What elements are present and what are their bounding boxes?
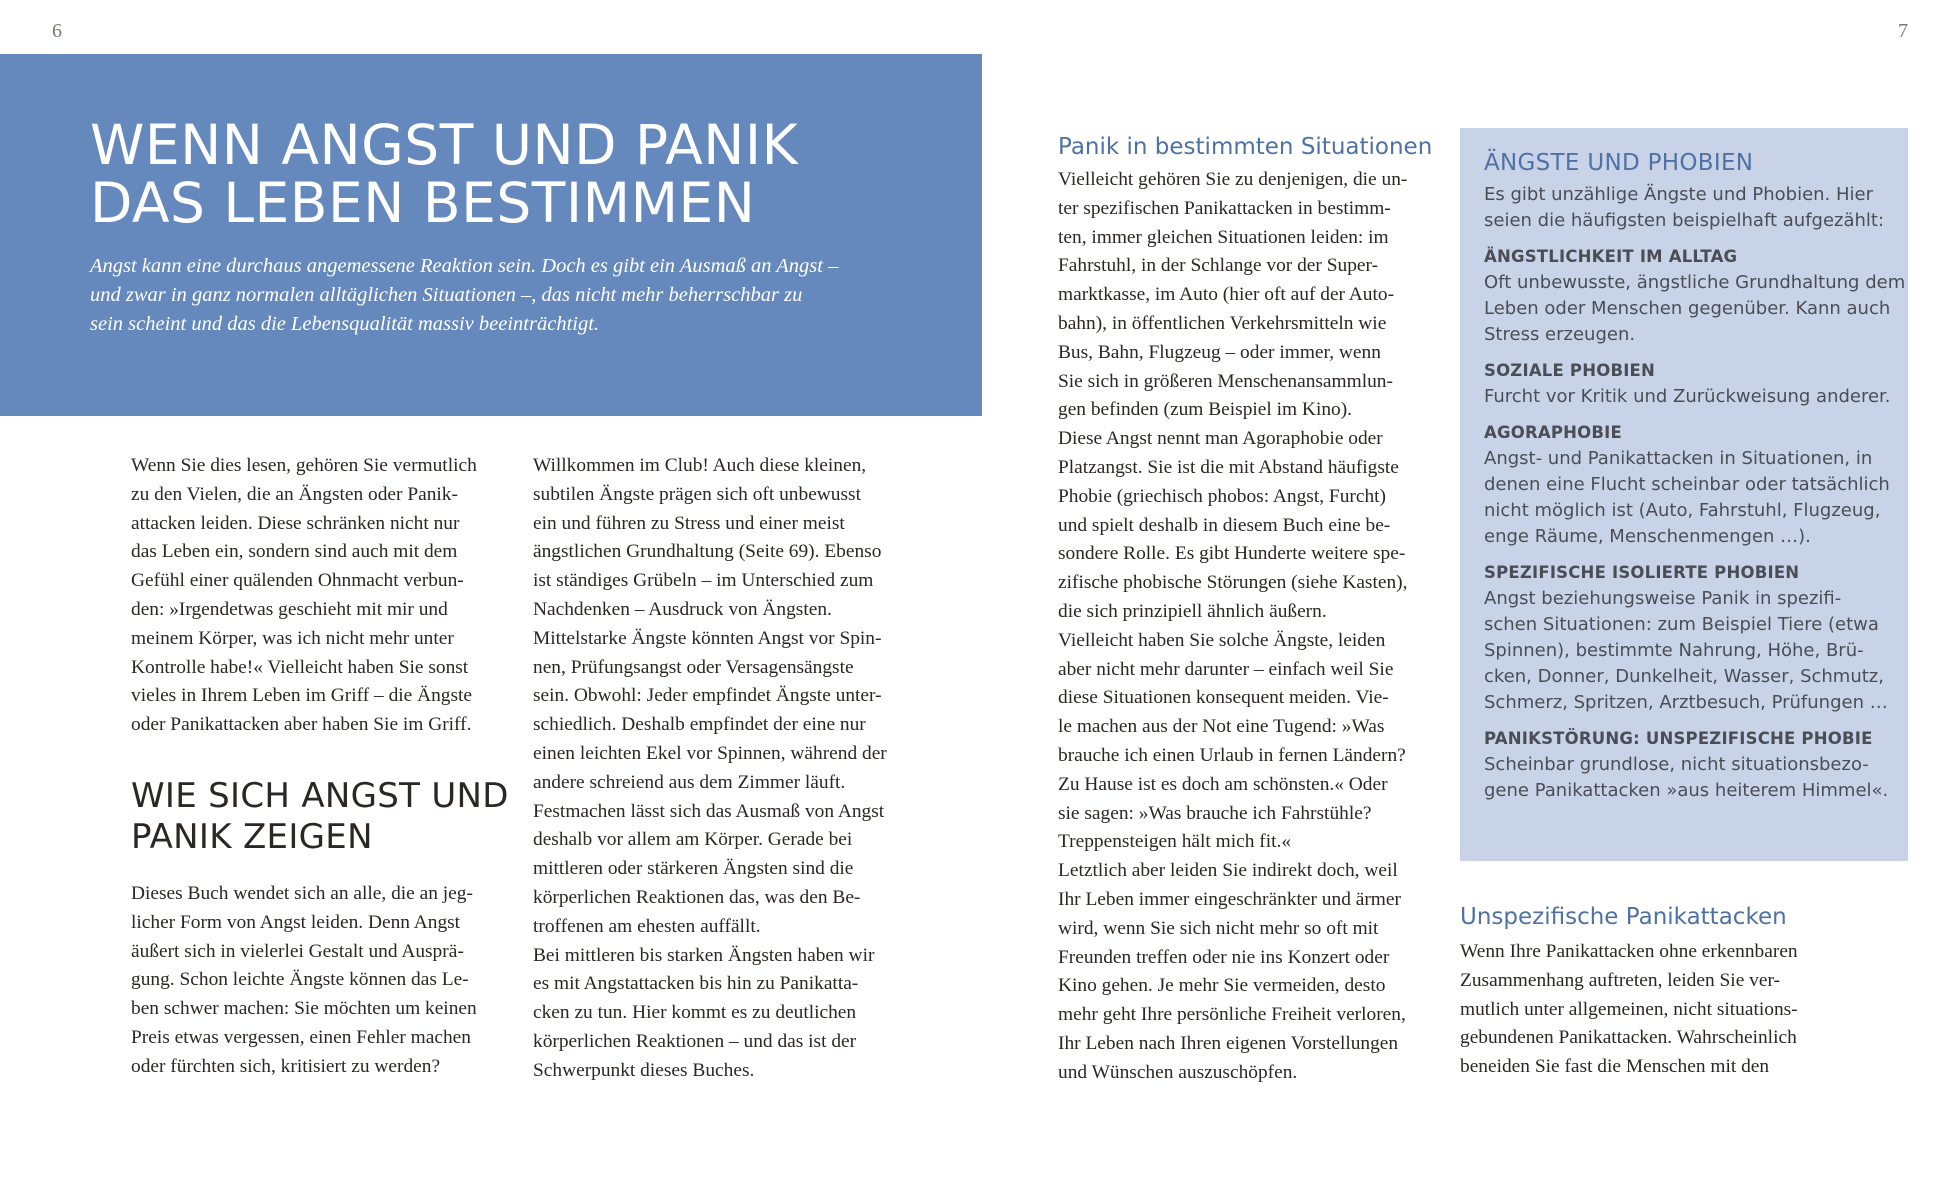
text-line: cken zu tun. Hier kommt es zu deutlichen bbox=[533, 1002, 857, 1024]
chapter-lead-line: sein scheint und das die Lebensqualität massiv beeinträchtigt. bbox=[90, 313, 600, 335]
text-line: vieles in Ihrem Leben im Griff – die Ängste bbox=[131, 685, 473, 707]
text-line: mehr geht Ihre persönliche Freiheit verloren, bbox=[1058, 1004, 1406, 1026]
column-1-body bbox=[131, 880, 511, 1082]
chapter-title-line: WENN ANGST UND PANIK bbox=[90, 113, 799, 177]
text-line: das Leben ein, sondern sind auch mit dem bbox=[131, 541, 458, 563]
text-line: seien die häufigsten beispielhaft aufgezählt: bbox=[1484, 210, 1885, 231]
text-line: körperlichen Reaktionen das, was den Be- bbox=[533, 886, 861, 908]
body-paragraph bbox=[131, 880, 511, 1082]
text-line: wird, wenn Sie sich nicht mehr so oft mit bbox=[1058, 917, 1379, 939]
info-box-item-text bbox=[1484, 270, 1906, 348]
text-line: Kino gehen. Je mehr Sie vermeiden, desto bbox=[1058, 975, 1386, 997]
text-line: marktkasse, im Auto (hier oft auf der Auto- bbox=[1058, 284, 1395, 306]
text-line: Scheinbar grundlose, nicht situationsbezo- bbox=[1484, 754, 1869, 775]
text-line: Bus, Bahn, Flugzeug – oder immer, wenn bbox=[1058, 341, 1381, 363]
text-line: Zusammenhang auftreten, leiden Sie ver- bbox=[1460, 969, 1780, 991]
text-line: zifische phobische Störungen (siehe Kasten), bbox=[1058, 572, 1408, 594]
text-line: Ihr Leben nach Ihren eigenen Vorstellungen bbox=[1058, 1032, 1399, 1054]
info-box-item bbox=[1484, 560, 1886, 716]
text-line: beneiden Sie fast die Menschen mit den bbox=[1460, 1056, 1770, 1078]
text-line: Dieses Buch wendet sich an alle, die an jeg- bbox=[131, 883, 473, 904]
text-line: Willkommen im Club! Auch diese kleinen, bbox=[533, 455, 867, 476]
info-box-item bbox=[1484, 726, 1889, 804]
text-line: mutlich unter allgemeinen, nicht situations- bbox=[1460, 998, 1798, 1020]
text-line: Nachdenken – Ausdruck von Ängsten. bbox=[533, 598, 832, 620]
text-line: meinem Körper, was ich nicht mehr unter bbox=[131, 627, 454, 649]
text-line: Mittelstarke Ängste könnten Angst vor Spin- bbox=[533, 627, 882, 649]
info-box-item-title: PANIKSTÖRUNG: UNSPEZIFISCHE PHOBIE bbox=[1484, 729, 1873, 748]
text-line: Festmachen lässt sich das Ausmaß von Angst bbox=[533, 800, 885, 822]
text-line: Angst beziehungsweise Panik in spezifi- bbox=[1484, 588, 1842, 609]
text-line: schiedlich. Deshalb empfindet der eine nur bbox=[533, 714, 866, 736]
text-line: denen eine Flucht scheinbar oder tatsächlich bbox=[1484, 474, 1890, 495]
text-line: ist ständiges Grübeln – im Unterschied zum bbox=[533, 570, 874, 592]
text-line: diese Situationen konsequent meiden. Vie- bbox=[1058, 687, 1389, 709]
info-box-item-title: ÄNGSTLICHKEIT IM ALLTAG bbox=[1484, 247, 1738, 266]
info-box-aengste-phobien bbox=[1460, 128, 1908, 861]
column-1-intro bbox=[131, 452, 511, 740]
text-line: Leben oder Menschen gegenüber. Kann auch bbox=[1484, 298, 1891, 319]
text-line: ängstlichen Grundhaltung (Seite 69). Ebenso bbox=[533, 541, 882, 563]
section-heading-angst-zeigen bbox=[131, 776, 509, 858]
text-line: brauche ich einen Urlaub in fernen Ländern? bbox=[1058, 744, 1406, 766]
text-line: Zu Hause ist es doch am schönsten.« Oder bbox=[1058, 773, 1388, 795]
text-line: Phobie (griechisch phobos: Angst, Furcht) bbox=[1058, 485, 1386, 507]
text-line: subtilen Ängste prägen sich oft unbewusst bbox=[533, 483, 861, 505]
text-line: Ihr Leben immer eingeschränkter und ärmer bbox=[1058, 888, 1401, 910]
text-line: Freunden treffen oder nie ins Konzert oder bbox=[1058, 946, 1390, 968]
info-box-item-text bbox=[1484, 384, 1891, 410]
heading-line: PANIK ZEIGEN bbox=[131, 817, 373, 857]
text-line: Angst- und Panikattacken in Situationen, in bbox=[1484, 448, 1873, 469]
text-line: den: »Irgendetwas geschieht mit mir und bbox=[131, 598, 448, 620]
text-line: und Wünschen auszuschöpfen. bbox=[1058, 1061, 1298, 1083]
text-line: Bei mittleren bis starken Ängsten haben wir bbox=[533, 944, 875, 966]
text-line: Vielleicht gehören Sie zu denjenigen, die un- bbox=[1058, 169, 1408, 190]
text-line: Es gibt unzählige Ängste und Phobien. Hier bbox=[1484, 184, 1874, 205]
text-line: mittleren oder stärkeren Ängsten sind die bbox=[533, 858, 854, 880]
info-box-item bbox=[1484, 420, 1890, 550]
text-line: gen befinden (zum Beispiel im Kino). bbox=[1058, 399, 1353, 421]
chapter-lead bbox=[90, 252, 930, 339]
text-line: einen leichten Ekel vor Spinnen, während der bbox=[533, 742, 887, 764]
body-paragraph bbox=[1058, 166, 1438, 1088]
text-line: Spinnen), bestimmte Nahrung, Höhe, Brü- bbox=[1484, 640, 1864, 661]
text-line: Furcht vor Kritik und Zurückweisung anderer. bbox=[1484, 386, 1891, 407]
info-box-intro bbox=[1484, 182, 1886, 234]
text-line: die sich prinzipiell ähnlich äußern. bbox=[1058, 600, 1327, 622]
text-line: oder Panikattacken aber haben Sie im Griff. bbox=[131, 714, 472, 736]
text-line: le machen aus der Not eine Tugend: »Was bbox=[1058, 716, 1385, 738]
text-line: enge Räume, Menschenmengen …). bbox=[1484, 526, 1811, 547]
info-box-item-title: AGORAPHOBIE bbox=[1484, 423, 1622, 442]
info-box-item-title: SOZIALE PHOBIEN bbox=[1484, 361, 1656, 380]
text-line: Gefühl einer quälenden Ohnmacht verbun- bbox=[131, 570, 464, 592]
text-line: ten, immer gleichen Situationen leiden: im bbox=[1058, 226, 1389, 248]
chapter-lead-line: Angst kann eine durchaus angemessene Reaktion sein. Doch es gibt ein Ausmaß an Angst – bbox=[90, 255, 839, 277]
text-line: und spielt deshalb in diesem Buch eine be- bbox=[1058, 514, 1391, 536]
info-box-item bbox=[1484, 358, 1891, 410]
text-line: gung. Schon leichte Ängste können das Le- bbox=[131, 969, 469, 991]
text-line: Schwerpunkt dieses Buches. bbox=[533, 1059, 755, 1081]
text-line: gebundenen Panikattacken. Wahrscheinlich bbox=[1460, 1027, 1797, 1049]
intro-paragraph bbox=[131, 452, 511, 740]
info-box-item-title: SPEZIFISCHE ISOLIERTE PHOBIEN bbox=[1484, 563, 1800, 582]
text-line: äußert sich in vielerlei Gestalt und Ausprä- bbox=[131, 940, 464, 962]
text-line: nicht möglich ist (Auto, Fahrstuhl, Flugzeug, bbox=[1484, 500, 1881, 521]
text-line: sein. Obwohl: Jeder empfindet Ängste unter- bbox=[533, 685, 882, 707]
text-line: sondere Rolle. Es gibt Hunderte weitere spe- bbox=[1058, 543, 1406, 565]
text-line: cken, Donner, Dunkelheit, Wasser, Schmutz, bbox=[1484, 666, 1884, 687]
text-line: Diese Angst nennt man Agoraphobie oder bbox=[1058, 428, 1383, 450]
text-line: schen Situationen: zum Beispiel Tiere (etwa bbox=[1484, 614, 1879, 635]
text-line: licher Form von Angst leiden. Denn Angst bbox=[131, 911, 461, 933]
text-line: ben schwer machen: Sie möchten um keinen bbox=[131, 998, 477, 1020]
text-line: Wenn Sie dies lesen, gehören Sie vermutlich bbox=[131, 455, 477, 476]
text-line: Fahrstuhl, in der Schlange vor der Super- bbox=[1058, 255, 1379, 277]
text-line: Stress erzeugen. bbox=[1484, 324, 1636, 345]
chapter-title bbox=[90, 113, 970, 235]
chapter-title-line: DAS LEBEN BESTIMMEN bbox=[90, 171, 756, 235]
info-box-item bbox=[1484, 244, 1906, 348]
text-line: Oft unbewusste, ängstliche Grundhaltung dem bbox=[1484, 272, 1906, 293]
text-line: Schmerz, Spritzen, Arztbesuch, Prüfungen … bbox=[1484, 692, 1888, 713]
text-line: Platzangst. Sie ist die mit Abstand häufigste bbox=[1058, 456, 1399, 478]
text-line: troffenen am ehesten auffällt. bbox=[533, 915, 761, 937]
text-line: aber nicht mehr darunter – einfach weil Sie bbox=[1058, 658, 1394, 680]
text-line: andere schreiend aus dem Zimmer läuft. bbox=[533, 771, 846, 793]
chapter-lead-line: und zwar in ganz normalen alltäglichen Situationen –, das nicht mehr beherrschbar zu bbox=[90, 284, 803, 306]
section-heading-unspezifische-panikattacken: Unspezifische Panikattacken bbox=[1460, 904, 1787, 930]
info-box-title: ÄNGSTE UND PHOBIEN bbox=[1484, 150, 1754, 176]
column-4 bbox=[1460, 938, 1860, 1082]
body-paragraph bbox=[1460, 938, 1860, 1082]
text-line: es mit Angstattacken bis hin zu Panikatta- bbox=[533, 973, 859, 995]
column-2 bbox=[533, 452, 923, 1086]
text-line: körperlichen Reaktionen – und das ist der bbox=[533, 1030, 857, 1052]
text-line: Kontrolle habe!« Vielleicht haben Sie sonst bbox=[131, 656, 469, 678]
text-line: Vielleicht haben Sie solche Ängste, leiden bbox=[1058, 629, 1386, 651]
text-line: Wenn Ihre Panikattacken ohne erkennbaren bbox=[1460, 941, 1798, 962]
text-line: Preis etwas vergessen, einen Fehler machen bbox=[131, 1026, 471, 1048]
text-line: oder fürchten sich, kritisiert zu werden? bbox=[131, 1055, 441, 1077]
text-line: sie sagen: »Was brauche ich Fahrstühle? bbox=[1058, 802, 1372, 824]
text-line: Letztlich aber leiden Sie indirekt doch, weil bbox=[1058, 860, 1398, 882]
info-box-item-text bbox=[1484, 446, 1890, 550]
info-box-item-text bbox=[1484, 752, 1889, 804]
section-heading-panik-situationen: Panik in bestimmten Situationen bbox=[1058, 134, 1433, 160]
text-line: deshalb vor allem am Körper. Gerade bei bbox=[533, 829, 853, 851]
heading-line: WIE SICH ANGST UND bbox=[131, 776, 509, 816]
text-line: gene Panikattacken »aus heiterem Himmel«. bbox=[1484, 780, 1889, 801]
column-3 bbox=[1058, 166, 1438, 1088]
text-line: ein und führen zu Stress und einer meist bbox=[533, 512, 845, 534]
body-paragraph bbox=[533, 452, 923, 1086]
text-line: Treppensteigen hält mich fit.« bbox=[1058, 831, 1292, 853]
text-line: nen, Prüfungsangst oder Versagensängste bbox=[533, 656, 854, 678]
page-number-right: 7 bbox=[1898, 20, 1908, 42]
info-box-item-text bbox=[1484, 586, 1886, 716]
page-number-left: 6 bbox=[52, 20, 62, 42]
text-line: attacken leiden. Diese schränken nicht nur bbox=[131, 512, 460, 534]
text-line: zu den Vielen, die an Ängsten oder Panik- bbox=[131, 483, 458, 505]
chapter-hero-banner bbox=[0, 54, 982, 416]
text-line: Sie sich in größeren Menschenansammlun- bbox=[1058, 370, 1393, 392]
text-line: ter spezifischen Panikattacken in bestimm- bbox=[1058, 197, 1391, 219]
text-line: bahn), in öffentlichen Verkehrsmitteln wie bbox=[1058, 312, 1387, 334]
